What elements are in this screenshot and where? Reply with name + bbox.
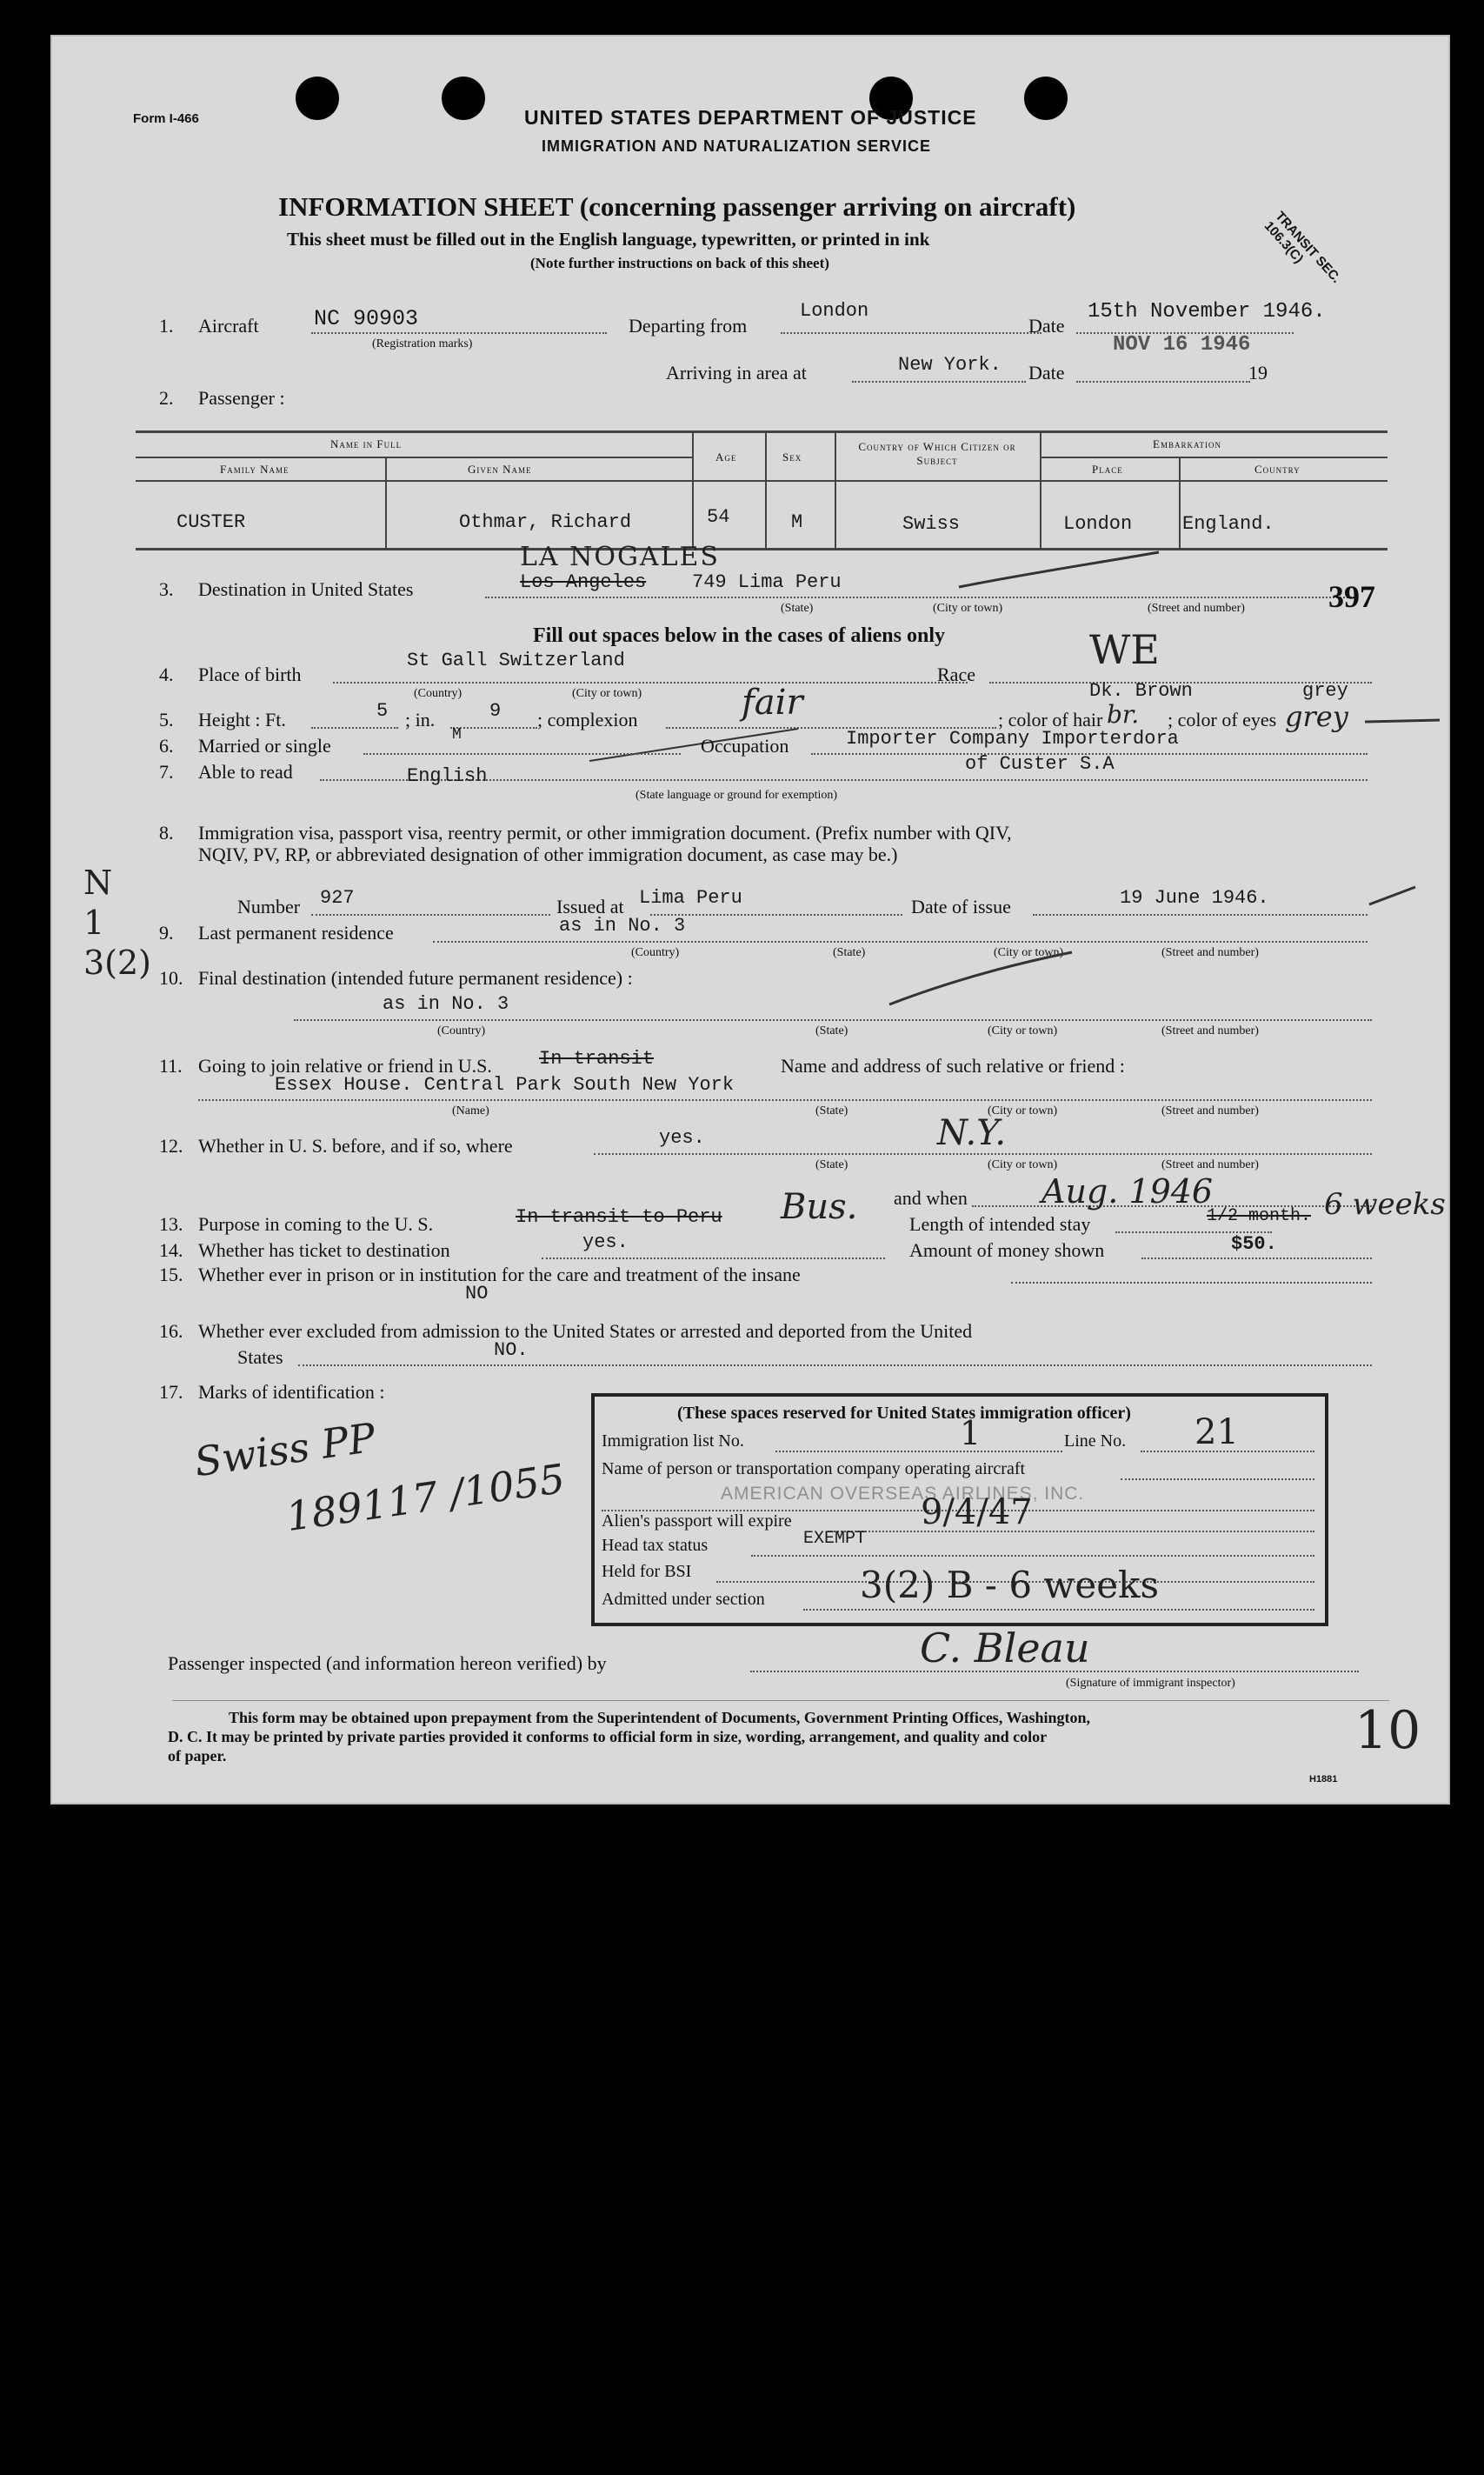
inches-label: ; in. bbox=[405, 709, 436, 730]
excluded-label-line1: Whether ever excluded from admission to the United States or arrested and deported from the United bbox=[198, 1320, 973, 1342]
caption-country: (Country) bbox=[414, 687, 463, 700]
aliens-heading: Fill out spaces below in the cases of aliens only bbox=[533, 624, 946, 647]
caption-street: (Street and number) bbox=[1148, 602, 1245, 615]
list-label: Immigration list No. bbox=[602, 1431, 744, 1451]
complexion-value: fair bbox=[742, 683, 803, 723]
list-value: 1 bbox=[960, 1414, 982, 1452]
caption-city: (City or town) bbox=[988, 1104, 1058, 1117]
prison-value: NO bbox=[465, 1283, 489, 1304]
passport-label: Alien's passport will expire bbox=[602, 1511, 792, 1531]
family-name-value: CUSTER bbox=[176, 511, 246, 533]
arrival-date-stamp: NOV 16 1946 bbox=[1113, 333, 1251, 357]
item-number: 15. bbox=[159, 1264, 183, 1285]
caption-street: (Street and number) bbox=[1161, 946, 1259, 959]
read-label: Able to read bbox=[198, 761, 293, 783]
operator-value: AMERICAN OVERSEAS AIRLINES, INC. bbox=[721, 1484, 1085, 1504]
headtax-label: Head tax status bbox=[602, 1536, 709, 1555]
read-caption: (State language or ground for exemption) bbox=[636, 789, 838, 802]
citizen-value: Swiss bbox=[902, 513, 961, 535]
departing-label: Departing from bbox=[629, 315, 748, 337]
item-number: 4. bbox=[159, 664, 174, 685]
ticket-label: Whether has ticket to destination bbox=[198, 1239, 450, 1261]
embark-place-value: London bbox=[1063, 513, 1133, 535]
pen-stroke bbox=[885, 948, 1076, 1009]
caption-state: (State) bbox=[815, 1024, 848, 1037]
marks-label: Marks of identification : bbox=[198, 1381, 385, 1403]
ticket-value: yes. bbox=[582, 1231, 629, 1253]
stay-struck: 1/2 month. bbox=[1207, 1206, 1312, 1226]
marks-hand-line1: Swiss PP bbox=[191, 1413, 379, 1486]
hair-hand: br. bbox=[1107, 700, 1140, 729]
inspector-signature: C. Bleau bbox=[920, 1624, 1090, 1671]
item-number: 1. bbox=[159, 315, 174, 337]
document-sheet bbox=[50, 35, 1450, 1805]
occupation-line2: of Custer S.A bbox=[965, 753, 1115, 775]
item-number: 5. bbox=[159, 709, 174, 730]
read-value: English bbox=[407, 765, 488, 787]
money-label: Amount of money shown bbox=[909, 1239, 1105, 1261]
race-label: Race bbox=[937, 664, 975, 685]
aircraft-label: Aircraft bbox=[198, 315, 259, 337]
operator-label: Name of person or transportation company operating aircraft bbox=[602, 1459, 1026, 1478]
print-code: H1881 bbox=[1309, 1774, 1338, 1785]
purpose-hand: Bus. bbox=[781, 1187, 858, 1227]
embark-country-value: England. bbox=[1182, 513, 1274, 535]
footer-line3: of paper. bbox=[168, 1747, 227, 1765]
footer-line2: D. C. It may be printed by private parties provided it conforms to official form in size, wording, arrangement, and quality and color bbox=[168, 1728, 1048, 1745]
footer-line1: This form may be obtained upon prepayment from the Superintendent of Documents, Government Printing Offices, Washington, bbox=[229, 1709, 1091, 1726]
stay-hand: 6 weeks bbox=[1324, 1187, 1446, 1222]
destination-handwritten: LA NOGALES bbox=[520, 542, 720, 572]
final-destination-value: as in No. 3 bbox=[383, 993, 509, 1015]
item-number: 14. bbox=[159, 1239, 183, 1261]
married-value: M bbox=[452, 726, 462, 744]
passenger-label: Passenger : bbox=[198, 387, 285, 409]
caption-street: (Street and number) bbox=[1161, 1104, 1259, 1117]
marks-hand-line2: 189117 /1055 bbox=[283, 1454, 568, 1541]
arriving-label: Arriving in area at bbox=[666, 362, 807, 384]
destination-label: Destination in United States bbox=[198, 578, 414, 600]
caption-name: (Name) bbox=[452, 1104, 489, 1117]
item-number: 6. bbox=[159, 735, 174, 757]
passport-value: 9/4/47 bbox=[921, 1492, 1033, 1532]
punch-hole bbox=[296, 77, 339, 120]
when-value: Aug. 1946 bbox=[1041, 1172, 1214, 1211]
when-label: and when bbox=[894, 1187, 968, 1209]
complexion-label: ; complexion bbox=[537, 709, 638, 730]
caption-state: (State) bbox=[815, 1158, 848, 1171]
bsi-label: Held for BSI bbox=[602, 1562, 692, 1581]
line-label: Line No. bbox=[1064, 1431, 1127, 1451]
hair-value: Dk. Brown bbox=[1089, 680, 1193, 702]
punch-hole bbox=[1024, 77, 1068, 120]
header-country: Country bbox=[1254, 463, 1301, 476]
item-number: 13. bbox=[159, 1213, 183, 1235]
line-value: 21 bbox=[1195, 1412, 1239, 1452]
officer-box-heading: (These spaces reserved for United States immigration officer) bbox=[677, 1404, 1131, 1423]
header-given-name: Given Name bbox=[468, 463, 532, 476]
destination-struck: Los Angeles bbox=[520, 571, 647, 593]
excluded-label-line2: States bbox=[237, 1346, 283, 1368]
item-number: 9. bbox=[159, 922, 174, 944]
join-label: Going to join relative or friend in U.S. bbox=[198, 1055, 492, 1077]
issued-label: Issued at bbox=[556, 896, 624, 917]
caption-country: (Country) bbox=[631, 946, 680, 959]
caption-state: (State) bbox=[781, 602, 814, 615]
header-name-in-full: Name in Full bbox=[330, 437, 403, 450]
race-value: WE bbox=[1089, 626, 1160, 673]
officer-reserved-box bbox=[591, 1393, 1328, 1626]
eyes-value: grey bbox=[1302, 680, 1348, 702]
hair-label: ; color of hair bbox=[998, 709, 1103, 730]
caption-city: (City or town) bbox=[988, 1158, 1058, 1171]
item-number: 17. bbox=[159, 1381, 183, 1403]
last-residence-value: as in No. 3 bbox=[559, 915, 686, 937]
header-family-name: Family Name bbox=[220, 463, 289, 476]
caption-city: (City or town) bbox=[988, 1024, 1058, 1037]
admitted-value: 3(2) B - 6 weeks bbox=[860, 1564, 1160, 1606]
occupation-line1: Importer Company Importerdora bbox=[846, 728, 1179, 750]
registration-caption: (Registration marks) bbox=[372, 337, 473, 350]
caption-state: (State) bbox=[815, 1104, 848, 1117]
given-name-value: Othmar, Richard bbox=[459, 511, 632, 533]
header-sex: Sex bbox=[782, 450, 802, 464]
item-number: 8. bbox=[159, 822, 174, 844]
pen-stroke bbox=[1368, 883, 1420, 909]
age-value: 54 bbox=[707, 506, 730, 528]
visa-text-line2: NQIV, PV, RP, or abbreviated designation of other immigration document, as case may be.) bbox=[198, 844, 898, 865]
form-id: Form I-466 bbox=[133, 111, 199, 126]
caption-country: (Country) bbox=[437, 1024, 486, 1037]
caption-street: (Street and number) bbox=[1161, 1158, 1259, 1171]
aircraft-value: NC 90903 bbox=[314, 306, 419, 331]
item-number: 10. bbox=[159, 967, 183, 989]
birth-value: St Gall Switzerland bbox=[407, 650, 625, 671]
instruction-note: (Note further instructions on back of this sheet) bbox=[530, 255, 829, 271]
occupation-label: Occupation bbox=[701, 735, 789, 757]
destination-typed: 749 Lima Peru bbox=[692, 571, 842, 593]
before-place-hand: N.Y. bbox=[937, 1113, 1007, 1153]
year-prefix: 19 bbox=[1248, 362, 1268, 384]
money-value: $50. bbox=[1231, 1233, 1277, 1255]
admitted-label: Admitted under section bbox=[602, 1590, 765, 1609]
prison-label: Whether ever in prison or in institution for the care and treatment of the insane bbox=[198, 1264, 801, 1285]
before-value: yes. bbox=[659, 1127, 705, 1149]
page-number-hand: 10 bbox=[1354, 1700, 1421, 1761]
married-label: Married or single bbox=[198, 735, 331, 757]
final-destination-label: Final destination (intended future permanent residence) : bbox=[198, 967, 633, 989]
item-number: 3. bbox=[159, 578, 174, 600]
item-number: 2. bbox=[159, 387, 174, 409]
visa-text-line1: Immigration visa, passport visa, reentry permit, or other immigration document. (Prefix number with QIV, bbox=[198, 822, 1012, 844]
arrival-date-label: Date bbox=[1028, 362, 1065, 384]
visa-number-label: Number bbox=[237, 896, 301, 917]
header-place: Place bbox=[1092, 463, 1123, 476]
header-age: Age bbox=[715, 450, 737, 464]
caption-city: (City or town) bbox=[994, 946, 1064, 959]
instruction-line: This sheet must be filled out in the English language, typewritten, or printed in ink bbox=[287, 229, 930, 250]
punch-hole bbox=[442, 77, 485, 120]
height-label: Height : Ft. bbox=[198, 709, 286, 730]
departure-date-value: 15th November 1946. bbox=[1088, 300, 1326, 324]
eyes-hand: grey bbox=[1285, 700, 1348, 733]
stay-label: Length of intended stay bbox=[909, 1213, 1091, 1235]
last-residence-label: Last permanent residence bbox=[198, 922, 394, 944]
purpose-label: Purpose in coming to the U. S. bbox=[198, 1213, 434, 1235]
signature-caption: (Signature of immigrant inspector) bbox=[1066, 1677, 1235, 1690]
stamp-number: 397 bbox=[1328, 579, 1375, 614]
sex-value: M bbox=[791, 511, 803, 533]
issue-date-label: Date of issue bbox=[911, 896, 1011, 917]
caption-street: (Street and number) bbox=[1161, 1024, 1259, 1037]
margin-note: N 1 3(2) bbox=[83, 864, 152, 982]
before-label: Whether in U. S. before, and if so, where bbox=[198, 1135, 513, 1157]
date-label: Date bbox=[1028, 315, 1065, 337]
issued-value: Lima Peru bbox=[639, 887, 742, 909]
excluded-value: NO. bbox=[494, 1339, 529, 1361]
height-feet: 5 bbox=[376, 700, 389, 722]
headtax-value: EXEMPT bbox=[803, 1529, 867, 1549]
caption-city: (City or town) bbox=[572, 687, 642, 700]
department-heading: UNITED STATES DEPARTMENT OF JUSTICE bbox=[524, 106, 977, 129]
pen-stroke bbox=[1363, 713, 1441, 730]
visa-number-value: 927 bbox=[320, 887, 355, 909]
page-title: INFORMATION SHEET (concerning passenger arriving on aircraft) bbox=[278, 191, 1076, 222]
service-heading: IMMIGRATION AND NATURALIZATION SERVICE bbox=[542, 137, 931, 155]
departing-value: London bbox=[800, 300, 869, 322]
height-inches: 9 bbox=[489, 700, 502, 722]
caption-city: (City or town) bbox=[933, 602, 1003, 615]
purpose-struck: In transit to Peru bbox=[516, 1206, 722, 1228]
eyes-label: ; color of eyes bbox=[1168, 709, 1277, 730]
item-number: 12. bbox=[159, 1135, 183, 1157]
caption-state: (State) bbox=[833, 946, 866, 959]
item-number: 7. bbox=[159, 761, 174, 783]
join-label-2: Name and address of such relative or friend : bbox=[781, 1055, 1125, 1077]
item-number: 16. bbox=[159, 1320, 183, 1342]
arriving-value: New York. bbox=[898, 354, 1002, 376]
issue-date-value: 19 June 1946. bbox=[1120, 887, 1269, 909]
pen-stroke bbox=[955, 548, 1163, 591]
item-number: 11. bbox=[159, 1055, 183, 1077]
join-struck: In transit bbox=[539, 1048, 655, 1070]
birth-label: Place of birth bbox=[198, 664, 302, 685]
inspected-label: Passenger inspected (and information hereon verified) by bbox=[168, 1652, 607, 1674]
join-value: Essex House. Central Park South New York bbox=[275, 1074, 735, 1096]
header-embarkation: Embarkation bbox=[1153, 437, 1221, 450]
header-citizen-country: Country of Which Citizen or Subject bbox=[858, 440, 1016, 467]
transit-stamp: TRANSIT SEC. 106.3(C) bbox=[1261, 209, 1344, 286]
